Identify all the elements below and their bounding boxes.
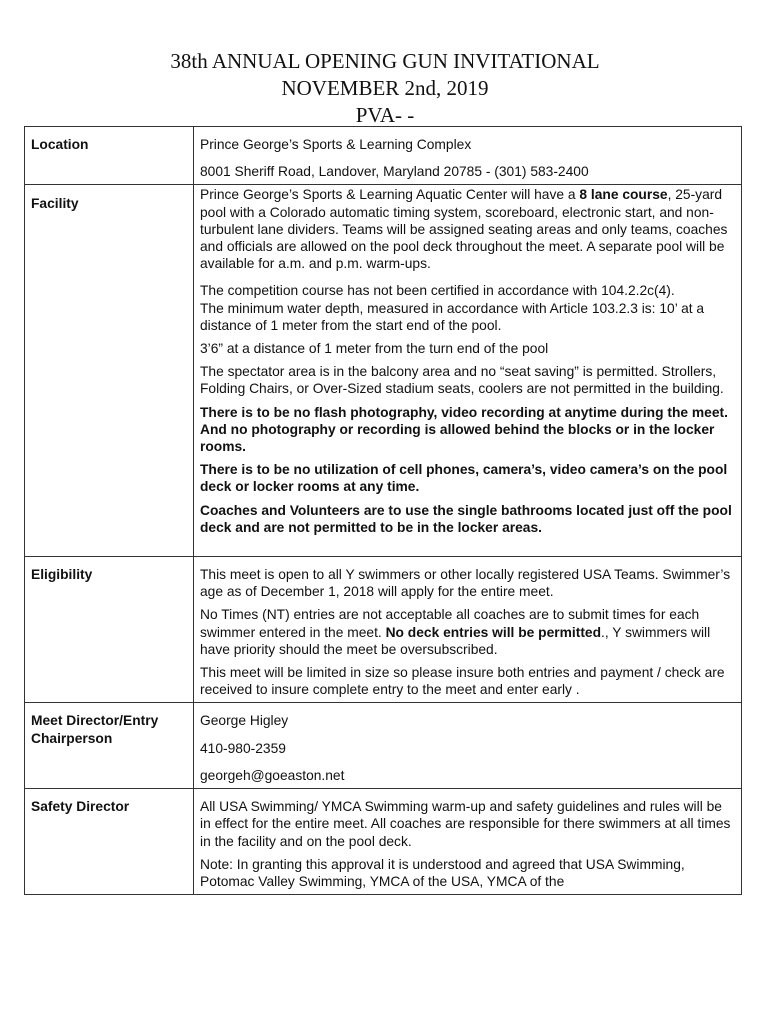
facility-spectator: The spectator area is in the balcony area and no “seat saving” is permitted. Strollers, Folding Chairs, or Over-Sized stadium seats, coolers are not permitted in the building. (200, 364, 724, 397)
label-eligibility: Eligibility (25, 557, 194, 703)
row-eligibility (25, 557, 742, 703)
meet-title (0, 48, 770, 129)
facility-description (200, 186, 735, 272)
content-eligibility (194, 557, 742, 703)
director-name: George Higley (200, 713, 289, 729)
content-location (194, 127, 742, 185)
location-address: 8001 Sheriff Road, Landover, Maryland 20785 - (301) 583-2400 (200, 164, 589, 180)
safety-guidelines: All USA Swimming/ YMCA Swimming warm-up and safety guidelines and rules will be in effect for the entire meet. All coaches are responsible for there swimmers at all times in the facility and on the pool deck. (200, 799, 731, 849)
row-facility (25, 185, 742, 557)
label-meet-director: Meet Director/Entry Chairperson (25, 703, 194, 789)
eligibility-open: This meet is open to all Y swimmers or other locally registered USA Teams. Swimmer’s age as of December 1, 2018 will apply for the entire meet. (200, 567, 731, 600)
content-facility (194, 185, 742, 557)
label-facility: Facility (25, 185, 194, 557)
eligibility-entries-rest: ., Y swimmers will have priority should the meet be oversubscribed. (200, 624, 711, 657)
meet-info-table (24, 126, 742, 895)
label-location: Location (25, 127, 194, 185)
label-safety-director: Safety Director (25, 789, 194, 895)
facility-no-phones: There is to be no utilization of cell phones, camera’s, video camera’s on the pool deck or locker rooms at any time. (200, 462, 728, 495)
row-safety-director (25, 789, 742, 895)
facility-desc-bold: 8 lane course (579, 187, 668, 203)
facility-depth-start: The minimum water depth, measured in accordance with Article 103.2.3 is: 10’ at a distance of 1 meter from the start end of the pool. (200, 300, 705, 333)
location-name: Prince George’s Sports & Learning Complex (200, 137, 472, 152)
director-email[interactable]: georgeh@goeaston.net (200, 767, 345, 783)
eligibility-no-deck: No deck entries will be permitted (385, 624, 602, 640)
facility-bathrooms: Coaches and Volunteers are to use the single bathrooms located just off the pool deck and are not permitted to be in the locker areas. (200, 502, 732, 535)
safety-note: Note: In granting this approval it is understood and agreed that USA Swimming, Potomac Valley Swimming, YMCA of the USA, YMCA of the (200, 856, 685, 889)
title-line-3: PVA- - (355, 103, 415, 127)
director-phone: 410-980-2359 (200, 740, 286, 756)
eligibility-limit: This meet will be limited in size so please insure both entries and payment / check are received to insure complete entry to the meet and enter early . (200, 665, 725, 698)
facility-depth-turn: 3’6” at a distance of 1 meter from the turn end of the pool (200, 341, 549, 357)
content-meet-director (194, 703, 742, 789)
facility-desc-rest: , 25-yard pool with a Colorado automatic timing system, scoreboard, electronic start, and non-turbulent lane dividers. Teams will be assigned seating areas and only teams, coaches and officials are allowed on the pool deck throughout the meet. A separate pool will be available for a.m. and p.m. warm-ups. (200, 187, 728, 272)
title-line-2: NOVEMBER 2nd, 2019 (281, 76, 489, 100)
content-safety-director (194, 789, 742, 895)
eligibility-entries (200, 606, 735, 658)
facility-desc-text: Prince George’s Sports & Learning Aquatic Center will have a (200, 187, 580, 203)
facility-certification: The competition course has not been certified in accordance with 104.2.2c(4). (200, 283, 675, 299)
facility-no-photography: There is to be no flash photography, video recording at anytime during the meet. And no photography or recording is allowed behind the blocks or in the locker rooms. (200, 404, 728, 455)
row-meet-director (25, 703, 742, 789)
row-location (25, 127, 742, 185)
title-line-1: 38th ANNUAL OPENING GUN INVITATIONAL (170, 49, 600, 73)
eligibility-entries-text: No Times (NT) entries are not acceptable all coaches are to submit times for each swimmer entered in the meet. (200, 607, 700, 640)
